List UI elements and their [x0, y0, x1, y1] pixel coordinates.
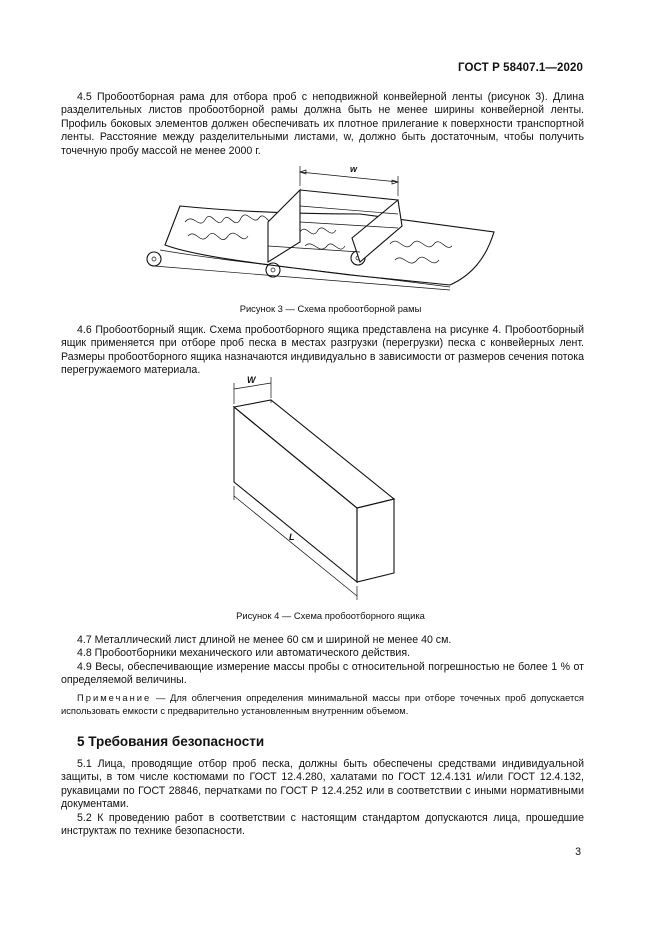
figure-3-caption: Рисунок 3 — Схема пробоотборной рамы	[239, 303, 422, 314]
paragraph-5-2: 5.2 К проведению работ в соответствии с настоящим стандартом допускаются лица, прошедшие инструктаж по технике безопасности.	[61, 812, 584, 838]
paragraph-4-7: 4.7 Металлический лист длиной не менее 60 см и шириной не менее 40 см.	[77, 634, 452, 646]
box-front-face	[234, 407, 357, 582]
note-block	[61, 692, 584, 717]
paragraph-4-9: 4.9 Весы, обеспечивающие измерение массы пробы с относительной погрешностью не более 1 % от определяемой величины.	[61, 661, 584, 687]
figure-4-caption: Рисунок 4 — Схема пробоотборного ящика	[236, 610, 425, 621]
box-end-face	[357, 499, 394, 582]
document-code: ГОСТ Р 58407.1—2020	[458, 62, 583, 74]
dimension-L-line	[234, 496, 357, 596]
dimension-w-label: w	[350, 164, 358, 174]
dimension-L-label: L	[289, 532, 295, 542]
note-label: Примечание	[77, 692, 152, 703]
paragraph-5-1: 5.1 Лица, проводящие отбор проб песка, должны быть обеспечены средствами индивидуальной защиты, в том числе костюмами по ГОСТ 12.4.280, халатами по ГОСТ 12.4.131 и/или ГОСТ 12.4.132, рукавицами по ГОСТ 28846, перчатками по ГОСТ Р 12.4.252 или в соответствии с иными нормативными документами.	[61, 758, 584, 811]
box-top-opening	[234, 400, 394, 508]
paragraph-4-8: 4.8 Пробоотборники механического или автоматического действия.	[77, 647, 411, 659]
paragraph-4-5: 4.5 Пробоотборная рама для отбора проб с неподвижной конвейерной ленты (рисунок 3). Длина разделительных листов пробоотборной рамы должна быть не менее ширины конвейерной ленты. Профиль боковых элементов должен обеспечивать их плотное прилегание к поверхности транспортной ленты. Расстояние между разделительными листами, w, должно быть достаточным, чтобы получить точечную пробу массой не менее 2000 г.	[61, 91, 584, 157]
section-5-title: 5 Требования безопасности	[77, 734, 265, 749]
paragraph-4-6: 4.6 Пробоотборный ящик. Схема пробоотборного ящика представлена на рисунке 4. Пробоотборный ящик применяется при отборе проб песка в местах разгрузки (перегрузки) песка с конвейерных лент. Размеры пробоотборного ящика назначаются индивидуально в зависимости от размеров сечения потока перегружаемого материала.	[61, 324, 584, 377]
note-text: — Для облегчения определения минимальной массы при отборе точечных проб допускается использовать емкости с предварительно установленным внутренним объемом.	[61, 692, 584, 716]
dimension-W-label: W	[247, 375, 256, 385]
page-number: 3	[575, 846, 581, 858]
